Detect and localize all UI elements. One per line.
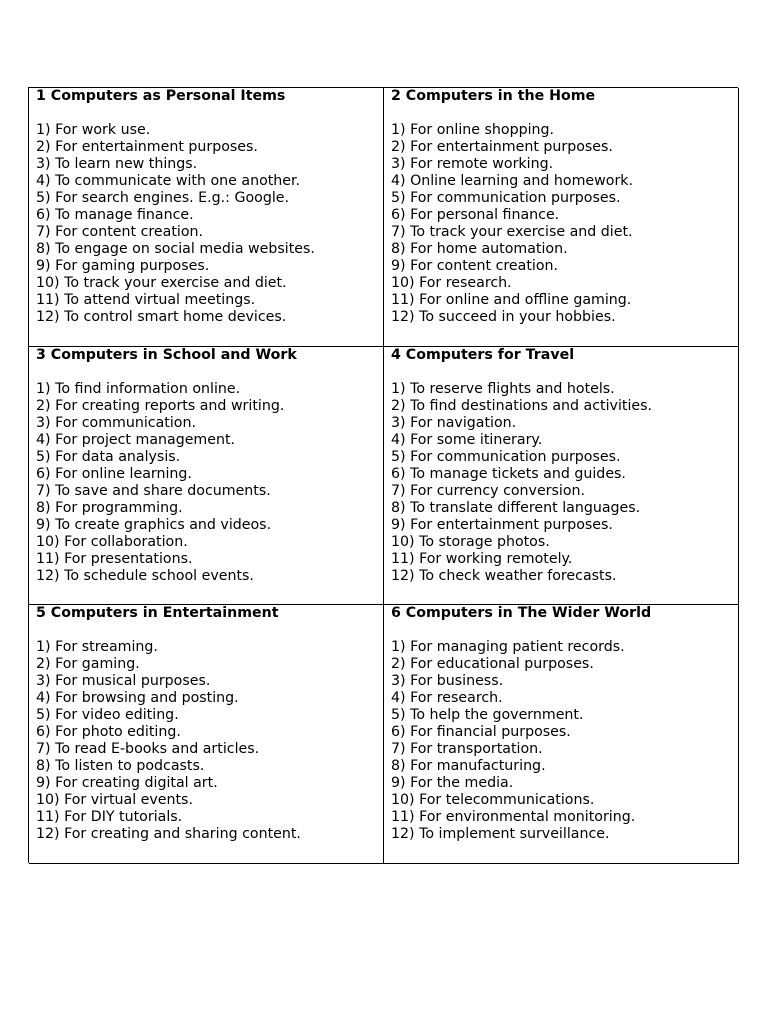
list-item: 7) For transportation. [391,741,543,757]
list-item: 6) For personal finance. [391,207,560,223]
list-item: 10) For telecommunications. [391,792,595,808]
list-item: 11) For working remotely. [391,551,573,567]
list-item: 10) For collaboration. [36,534,188,550]
list-item: 11) For presentations. [36,551,193,567]
list-item: 6) For financial purposes. [391,724,571,740]
list-item: 2) For gaming. [36,656,140,672]
section-list [36,364,377,585]
list-item: 8) For manufacturing. [391,758,546,774]
list-item: 5) For search engines. E.g.: Google. [36,190,290,206]
list-item: 12) To control smart home devices. [36,309,287,325]
section-list [391,364,732,585]
list-item: 9) For the media. [391,775,514,791]
list-item: 9) For creating digital art. [36,775,218,791]
list-item: 2) For entertainment purposes. [391,139,613,155]
list-item: 4) To communicate with one another. [36,173,301,189]
section-title: 2 Computers in the Home [391,88,596,104]
section-cell [384,605,739,864]
list-item: 1) To reserve flights and hotels. [391,381,615,397]
list-item: 3) For navigation. [391,415,517,431]
section-cell [29,347,384,605]
list-item: 4) For project management. [36,432,236,448]
list-item: 6) For photo editing. [36,724,181,740]
section-list [391,622,732,843]
section-list [36,105,377,326]
list-item: 3) For communication. [36,415,196,431]
list-item: 12) For creating and sharing content. [36,826,301,842]
list-item: 7) To read E-books and articles. [36,741,260,757]
list-item: 8) To translate different languages. [391,500,641,516]
list-item: 3) For business. [391,673,504,689]
list-item: 1) To find information online. [36,381,241,397]
computer-uses-table [28,87,738,863]
list-item: 8) For home automation. [391,241,568,257]
list-item: 6) To manage tickets and guides. [391,466,626,482]
list-item: 7) For content creation. [36,224,204,240]
list-item: 10) For research. [391,275,512,291]
list-item: 4) Online learning and homework. [391,173,633,189]
section-list [36,622,377,843]
list-item: 2) For entertainment purposes. [36,139,258,155]
list-item: 9) For entertainment purposes. [391,517,613,533]
list-item: 5) For communication purposes. [391,449,621,465]
list-item: 12) To succeed in your hobbies. [391,309,616,325]
list-item: 3) To learn new things. [36,156,198,172]
list-item: 2) For creating reports and writing. [36,398,285,414]
section-title: 6 Computers in The Wider World [391,605,652,621]
list-item: 10) To storage photos. [391,534,550,550]
list-item: 3) For remote working. [391,156,554,172]
list-item: 6) For online learning. [36,466,192,482]
section-cell [29,605,384,864]
list-item: 10) To track your exercise and diet. [36,275,287,291]
list-item: 2) To find destinations and activities. [391,398,653,414]
section-list [391,105,732,326]
list-item: 8) To listen to podcasts. [36,758,205,774]
list-item: 12) To check weather forecasts. [391,568,617,584]
list-item: 11) For online and offline gaming. [391,292,632,308]
list-item: 11) To attend virtual meetings. [36,292,256,308]
list-item: 12) To implement surveillance. [391,826,610,842]
list-item: 7) To track your exercise and diet. [391,224,633,240]
section-cell [384,347,739,605]
list-item: 8) For programming. [36,500,183,516]
list-item: 5) For video editing. [36,707,179,723]
list-item: 5) For data analysis. [36,449,181,465]
list-item: 7) To save and share documents. [36,483,271,499]
list-item: 3) For musical purposes. [36,673,211,689]
section-title: 4 Computers for Travel [391,347,575,363]
section-title: 5 Computers in Entertainment [36,605,279,621]
list-item: 10) For virtual events. [36,792,193,808]
list-item: 1) For managing patient records. [391,639,625,655]
section-cell [384,88,739,347]
list-item: 11) For DIY tutorials. [36,809,183,825]
list-item: 1) For online shopping. [391,122,555,138]
list-item: 4) For browsing and posting. [36,690,239,706]
list-item: 9) For gaming purposes. [36,258,210,274]
section-title: 3 Computers in School and Work [36,347,297,363]
list-item: 1) For work use. [36,122,151,138]
list-item: 2) For educational purposes. [391,656,594,672]
list-item: 4) For some itinerary. [391,432,543,448]
list-item: 11) For environmental monitoring. [391,809,636,825]
section-cell [29,88,384,347]
list-item: 8) To engage on social media websites. [36,241,315,257]
list-item: 1) For streaming. [36,639,158,655]
list-item: 9) For content creation. [391,258,559,274]
list-item: 7) For currency conversion. [391,483,586,499]
list-item: 12) To schedule school events. [36,568,254,584]
list-item: 9) To create graphics and videos. [36,517,272,533]
list-item: 5) For communication purposes. [391,190,621,206]
list-item: 5) To help the government. [391,707,584,723]
section-title: 1 Computers as Personal Items [36,88,286,104]
list-item: 6) To manage finance. [36,207,194,223]
list-item: 4) For research. [391,690,503,706]
